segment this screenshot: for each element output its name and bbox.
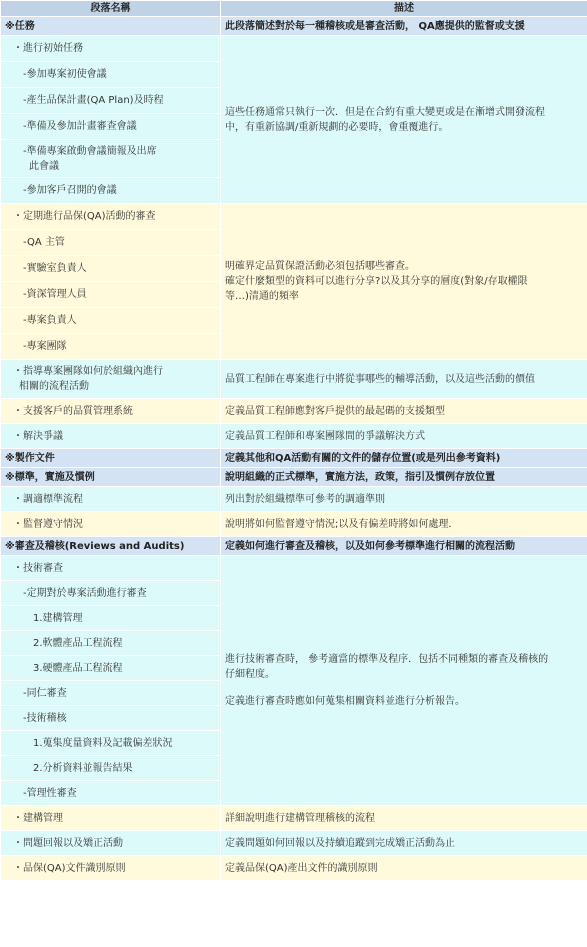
label-line: ・指導專案團隊如何於組織內進行	[13, 366, 163, 377]
table-header-row	[1, 1, 587, 16]
item-label: -專案負責人	[1, 308, 220, 333]
item-label: ・問題回報以及矯正活動	[1, 831, 220, 855]
item-label: ・進行初始任務	[1, 36, 220, 61]
item-label: -同仁審查	[1, 681, 220, 705]
description-line: 進行技術審查時， 參考適當的標準及程序．包括不同種類的審查及稽核的	[225, 654, 549, 665]
section-title: ※任務	[1, 17, 220, 35]
item-description	[221, 36, 587, 203]
item-label: -實驗室負責人	[1, 256, 220, 281]
description-line: 仔細程度。	[225, 669, 275, 680]
item-label: -技術稽核	[1, 706, 220, 730]
section-description: 說明組織的正式標準，實施方法，政策，指引及慣例存放位置	[221, 468, 587, 486]
description-line: 等…)清通的頻率	[225, 291, 299, 302]
item-label: -專案團隊	[1, 334, 220, 359]
section-description: 定義其他和QA活動有關的文件的儲存位置(或是列出參考資料)	[221, 449, 587, 467]
section-row-documents	[1, 449, 587, 467]
label-line: 此會議	[29, 160, 59, 172]
item-description: 說明將如何監督遵守情況;以及有偏差時將如何處理．	[221, 512, 587, 536]
section-description: 此段落簡述對於每一種稽核或是審查活動， QA應提供的監督或支援	[221, 17, 587, 35]
item-description: 品質工程師在專案進行中將從事哪些的輔導活動，以及這些活動的價值	[221, 360, 587, 398]
label-line: 相關的流程活動	[19, 381, 89, 392]
item-label: ・定期進行品保(QA)活動的審查	[1, 204, 220, 229]
item-label: -產生品保計畫(QA Plan)及時程	[1, 88, 220, 113]
item-label: 3.硬體產品工程流程	[1, 656, 220, 680]
label-line: -準備專案啟動會議簡報及出席	[23, 145, 157, 157]
section-row-standards	[1, 468, 587, 486]
item-description	[221, 204, 587, 359]
section-title: ※製作文件	[1, 449, 220, 467]
item-label: 1.建構管理	[1, 606, 220, 630]
item-description: 詳細說明進行建構管理稽核的流程	[221, 806, 587, 830]
description-line: 確定什麼類型的資料可以進行分享?以及其分享的層度(對象/存取權限	[225, 276, 528, 287]
table-row	[1, 204, 587, 229]
description-spacer	[225, 682, 583, 694]
item-label: ・解決爭議	[1, 424, 220, 448]
item-label: ・技術審查	[1, 556, 220, 580]
table-row	[1, 831, 587, 855]
item-description: 定義品保(QA)產出文件的識別原則	[221, 856, 587, 880]
item-label: -參加客戶召開的會議	[1, 178, 220, 203]
table-row	[1, 512, 587, 536]
table-row	[1, 424, 587, 448]
description-line: 中，有重新協調/重新規劃的必要時，會重覆進行。	[225, 121, 449, 133]
header-section-name: 段落名稱	[1, 1, 220, 16]
item-description: 定義問題如何回報以及持續追蹤到完成矯正活動為止	[221, 831, 587, 855]
item-label: -QA 主管	[1, 230, 220, 255]
table-row	[1, 399, 587, 423]
description-line: 這些任務通常只執行一次．但是在合約有重大變更或是在漸增式開發流程	[225, 106, 545, 118]
item-label: -資深管理人員	[1, 282, 220, 307]
header-description: 描述	[221, 1, 587, 16]
table-row	[1, 556, 587, 580]
item-label: -參加專案初使會議	[1, 62, 220, 87]
item-label: ・監督遵守情況	[1, 512, 220, 536]
item-label: 2.軟體產品工程流程	[1, 631, 220, 655]
table-row	[1, 36, 587, 61]
item-label: -管理性審查	[1, 781, 220, 805]
table-row	[1, 360, 587, 398]
item-label: -準備及參加計畫審查會議	[1, 114, 220, 139]
item-description	[221, 556, 587, 805]
description-line: 明確界定品質保證活動必須包括哪些審查。	[225, 261, 415, 272]
item-label: ・支援客戶的品質管理系統	[1, 399, 220, 423]
table-row	[1, 806, 587, 830]
item-description: 列出對於組織標準可參考的調適準則	[221, 487, 587, 511]
section-title: ※標準，實施及慣例	[1, 468, 220, 486]
section-row-reviews-audits	[1, 537, 587, 555]
section-row-mission	[1, 17, 587, 35]
item-label: -定期對於專案活動進行審查	[1, 581, 220, 605]
item-label	[1, 360, 220, 398]
section-title: ※審查及稽核(Reviews and Audits)	[1, 537, 220, 555]
item-label: 1.蒐集度量資料及記載偏差狀況	[1, 731, 220, 755]
item-label: ・調適標準流程	[1, 487, 220, 511]
section-description: 定義如何進行審查及稽核，以及如何參考標準進行相關的流程活動	[221, 537, 587, 555]
item-label: ・建構管理	[1, 806, 220, 830]
item-description: 定義品質工程師和專案團隊間的爭議解決方式	[221, 424, 587, 448]
item-label	[1, 140, 220, 177]
table-row	[1, 856, 587, 880]
description-line: 定義進行審查時應如何蒐集相關資料並進行分析報告。	[225, 696, 465, 707]
table-row	[1, 487, 587, 511]
item-description: 定義品質工程師應對客戶提供的最起碼的支援類型	[221, 399, 587, 423]
item-label: 2.分析資料並報告結果	[1, 756, 220, 780]
item-label: ・品保(QA)文件識別原則	[1, 856, 220, 880]
